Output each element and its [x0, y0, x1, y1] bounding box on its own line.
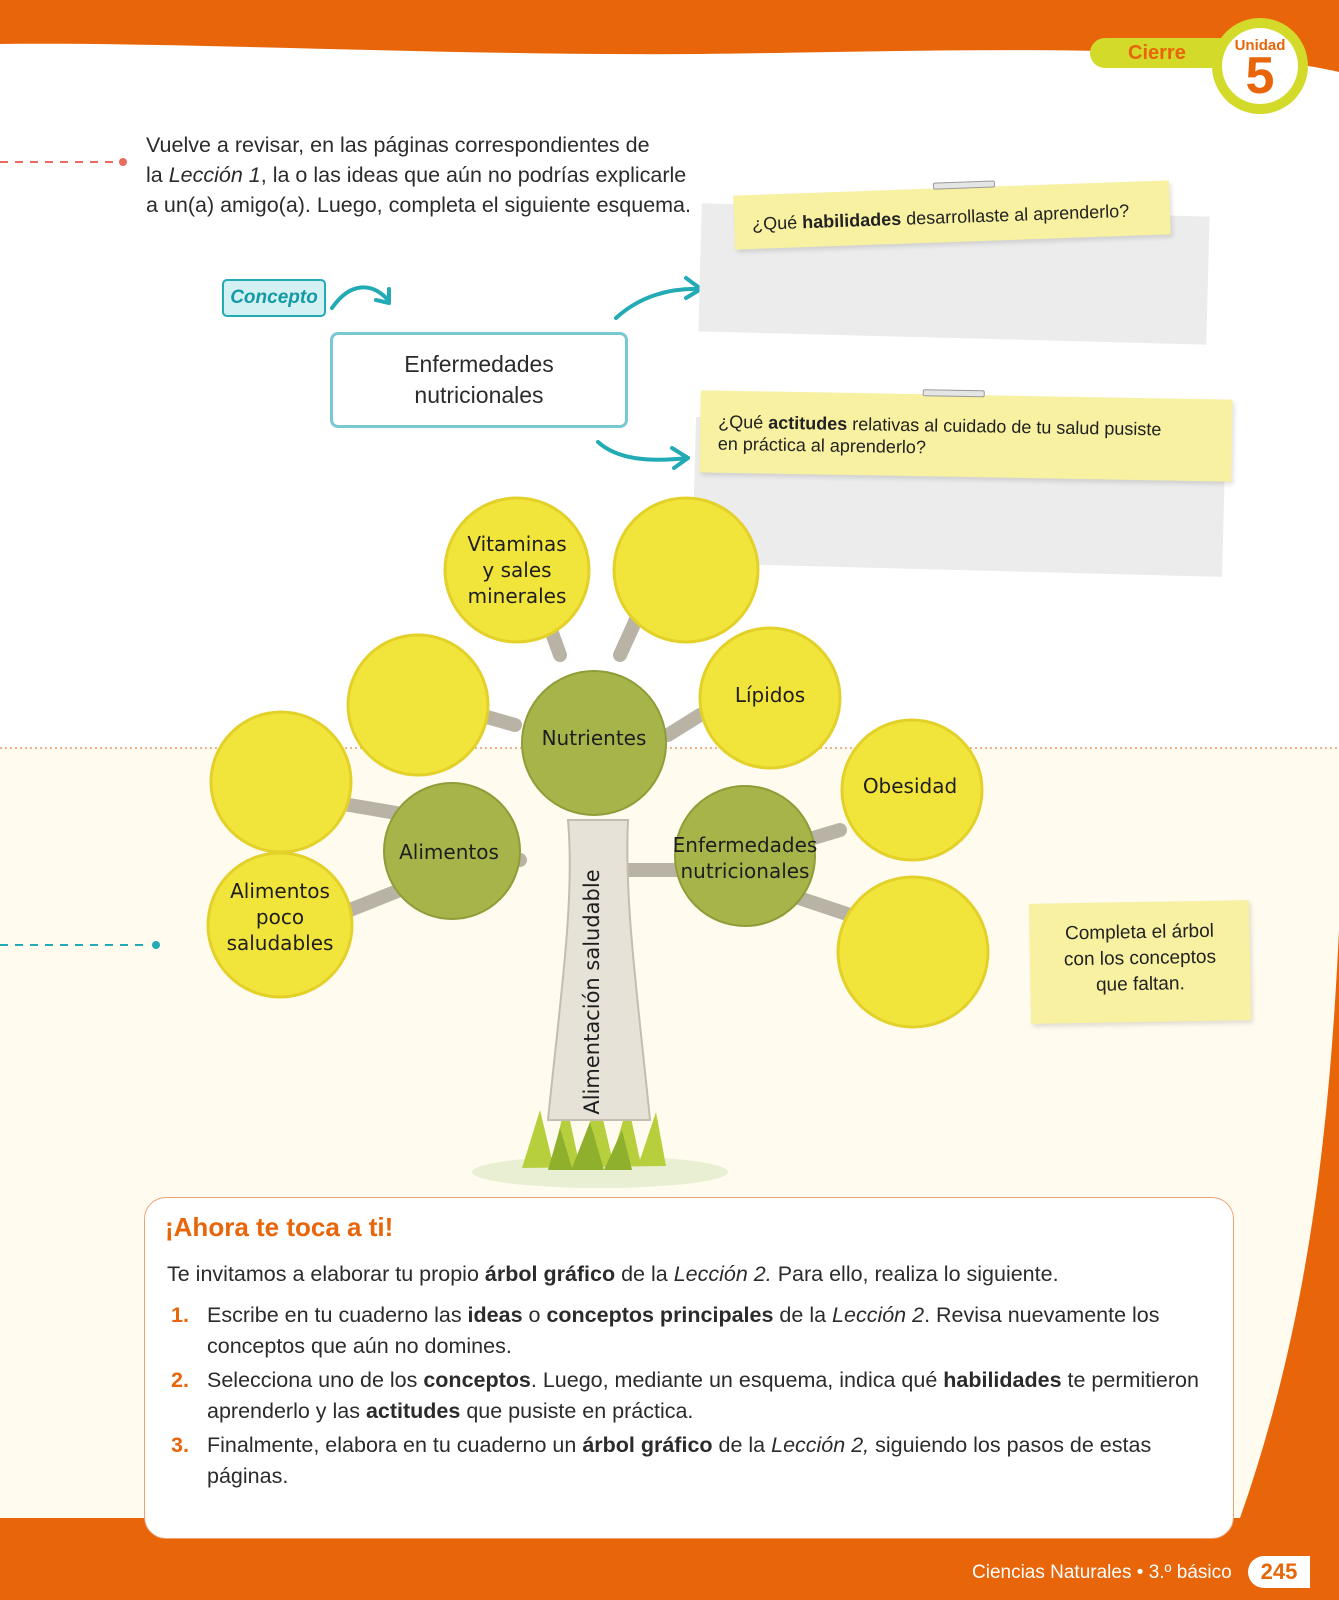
footer-subject: Ciencias Naturales	[972, 1562, 1132, 1583]
unit-number: 5	[1245, 47, 1275, 105]
act-text: te permitieron aprenderlo y las	[207, 1368, 1199, 1423]
act-text: de la	[712, 1433, 772, 1457]
intro-lesson-ref: Lección 1	[168, 163, 261, 187]
footer-bullet: •	[1131, 1562, 1149, 1583]
leaf-label-alimentos-poco-saludables	[227, 878, 334, 956]
intro-text: , la o las ideas que aún no podrías explicarle	[260, 163, 687, 187]
act-text: Escribe en tu cuaderno las	[207, 1303, 468, 1327]
q-text: ¿Qué	[718, 411, 769, 433]
act-italic: Lección 2.	[673, 1262, 772, 1286]
note-line: que faltan.	[1095, 973, 1185, 996]
leaf-label-line: Vitaminas	[467, 532, 567, 556]
concept-line: nutricionales	[414, 382, 544, 408]
leaf-label-line: minerales	[467, 584, 567, 608]
act-text: Selecciona uno de los	[207, 1368, 424, 1392]
activity-item	[167, 1430, 1207, 1492]
page-number: 245	[1248, 1556, 1310, 1588]
leaf-label-line: y sales	[482, 558, 552, 582]
act-text: . Revisa nuevamente los conceptos que aún no domines.	[207, 1303, 1160, 1358]
item-number: 2.	[171, 1368, 189, 1392]
unit-label: Unidad	[1234, 37, 1286, 54]
act-text: Finalmente, elabora en tu cuaderno un	[207, 1433, 583, 1457]
leaf-label-line: Alimentos	[230, 879, 330, 903]
leaf-label-line: poco	[255, 905, 305, 929]
act-text: Para ello, realiza lo siguiente.	[771, 1262, 1059, 1286]
intro-line: a un(a) amigo(a). Luego, completa el siguiente esquema.	[146, 193, 691, 217]
act-bold: actitudes	[365, 1399, 461, 1423]
act-bold: conceptos	[423, 1368, 531, 1392]
leaf-label-obesidad: Obesidad	[862, 774, 958, 798]
act-italic: Lección 2	[832, 1303, 925, 1327]
act-text: . Luego, mediante un esquema, indica qué	[530, 1368, 944, 1392]
concept-tag: Concepto	[222, 279, 326, 317]
node-label-line: Enfermedades	[672, 833, 818, 857]
node-label-alimentos: Alimentos	[399, 840, 499, 864]
q-text: desarrollaste al aprenderlo?	[900, 200, 1130, 229]
act-text: siguiendo los pasos de estas páginas.	[207, 1433, 1152, 1488]
leaf-label-line: saludables	[226, 931, 334, 955]
act-text: de la	[615, 1262, 674, 1286]
node-label-nutrientes: Nutrientes	[541, 726, 647, 750]
activity-item	[167, 1300, 1207, 1362]
intro-line: Vuelve a revisar, en las páginas correspondientes de	[146, 133, 650, 157]
act-text: que pusiste en práctica.	[460, 1399, 694, 1423]
concept-line: Enfermedades	[404, 351, 554, 377]
act-bold: árbol gráfico	[582, 1433, 713, 1457]
activity-box	[144, 1197, 1234, 1539]
act-text: de la	[773, 1303, 833, 1327]
q-bold: actitudes	[768, 412, 848, 434]
activity-list	[167, 1300, 1207, 1495]
act-bold: habilidades	[943, 1368, 1062, 1392]
q-text: relativas al cuidado de tu salud pusiste	[847, 413, 1162, 440]
activity-intro	[167, 1260, 1059, 1288]
note-line: Completa el árbol	[1064, 920, 1215, 945]
note-line: con los conceptos	[1063, 946, 1217, 971]
q-bold: habilidades	[801, 208, 902, 233]
activity-item	[167, 1365, 1207, 1427]
leaf-empty-top-right	[614, 498, 758, 642]
leaf-empty-upper-left	[348, 635, 488, 775]
act-italic: Lección 2,	[771, 1433, 870, 1457]
node-label-enfermedades	[673, 832, 818, 884]
activity-title: ¡Ahora te toca a ti!	[165, 1212, 394, 1242]
leaf-empty-bottom-right	[838, 877, 988, 1027]
q-line: en práctica al aprenderlo?	[717, 433, 927, 458]
q-text: ¿Qué	[751, 212, 803, 234]
footer-grade: 3.º básico	[1148, 1562, 1232, 1583]
instruction-note	[1029, 900, 1251, 1024]
intro-text: la	[146, 163, 169, 187]
leaf-label-vitaminas	[467, 531, 566, 609]
node-label-line: nutricionales	[680, 859, 810, 883]
leaf-empty-left	[211, 712, 351, 852]
act-text: Te invitamos a elaborar tu propio	[167, 1262, 485, 1286]
trunk-label: Alimentación saludable	[580, 869, 604, 1115]
footer-text	[972, 1562, 1232, 1584]
section-label: Cierre	[1128, 42, 1186, 64]
act-text: o	[522, 1303, 547, 1327]
item-number: 3.	[171, 1433, 189, 1457]
item-number: 1.	[171, 1303, 189, 1327]
act-bold: ideas	[467, 1303, 523, 1327]
leaf-label-lipidos: Lípidos	[734, 683, 806, 707]
act-bold: árbol gráfico	[484, 1262, 616, 1286]
act-bold: conceptos principales	[546, 1303, 774, 1327]
